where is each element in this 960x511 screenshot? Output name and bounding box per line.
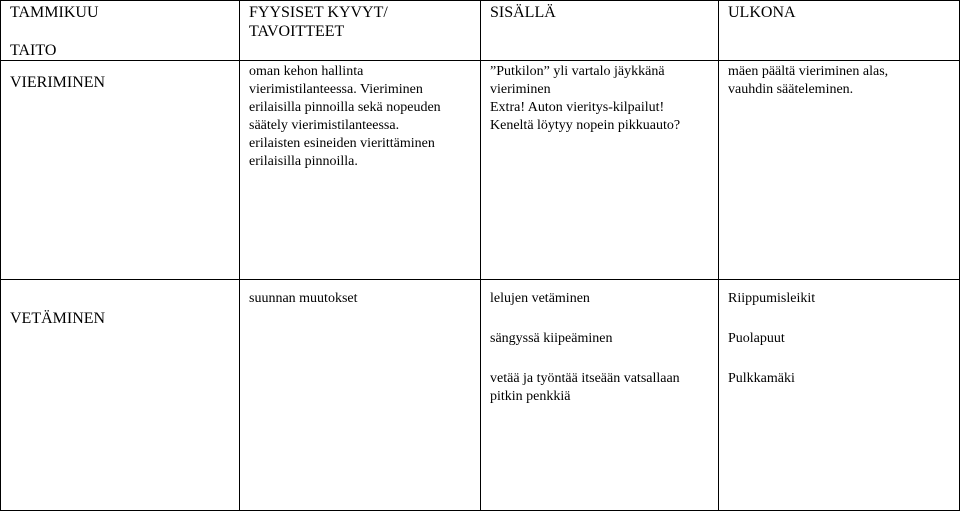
skill-cell	[1, 61, 240, 280]
goal-line: säätely vierimistilanteessa.	[249, 118, 400, 133]
header-cell-goals	[240, 1, 481, 61]
inside-line: pitkin penkkiä	[490, 389, 571, 404]
skill-cell	[1, 280, 240, 511]
goal-line: oman kehon hallinta	[249, 64, 364, 79]
header-goals-line1: FYYSISET KYVYT/	[249, 4, 388, 21]
goal-line: erilaisten esineiden vierittäminen	[249, 136, 435, 151]
skill-name: VIERIMINEN	[10, 74, 106, 91]
outside-line: Puolapuut	[728, 331, 785, 346]
outside-line: Riippumisleikit	[728, 291, 816, 306]
outside-line: mäen päältä vieriminen alas,	[728, 64, 889, 79]
outside-cell	[719, 280, 960, 511]
header-inside: SISÄLLÄ	[490, 4, 556, 21]
header-row	[1, 1, 960, 61]
goal-line: erilaisilla pinnoilla sekä nopeuden	[249, 100, 441, 115]
inside-cell	[481, 61, 719, 280]
header-cell-skill	[1, 1, 240, 61]
goal-line: vierimistilanteessa. Vieriminen	[249, 82, 423, 97]
inside-line: vetää ja työntää itseään vatsallaan	[490, 371, 680, 386]
inside-line: lelujen vetäminen	[490, 291, 590, 306]
outside-line: vauhdin sääteleminen.	[728, 82, 854, 97]
header-cell-outside	[719, 1, 960, 61]
inside-cell	[481, 280, 719, 511]
goal-line: erilaisilla pinnoilla.	[249, 154, 358, 169]
inside-line: Extra! Auton vieritys-kilpailut!	[490, 100, 665, 115]
goals-cell	[240, 280, 481, 511]
skill-name: VETÄMINEN	[10, 310, 106, 327]
header-cell-inside	[481, 1, 719, 61]
table-row	[1, 61, 960, 280]
header-outside: ULKONA	[728, 4, 796, 21]
inside-line: ”Putkilon” yli vartalo jäykkänä	[490, 64, 665, 79]
goal-line: suunnan muutokset	[249, 291, 358, 306]
inside-line: Keneltä löytyy nopein pikkuauto?	[490, 118, 681, 133]
header-goals-line2: TAVOITTEET	[249, 23, 345, 40]
inside-line: sängyssä kiipeäminen	[490, 331, 613, 346]
header-month: TAMMIKUU	[10, 4, 99, 21]
goals-cell	[240, 61, 481, 280]
header-skill: TAITO	[10, 42, 57, 59]
outside-cell	[719, 61, 960, 280]
outside-line: Pulkkamäki	[728, 371, 795, 386]
inside-line: vieriminen	[490, 82, 551, 97]
table-row	[1, 280, 960, 511]
